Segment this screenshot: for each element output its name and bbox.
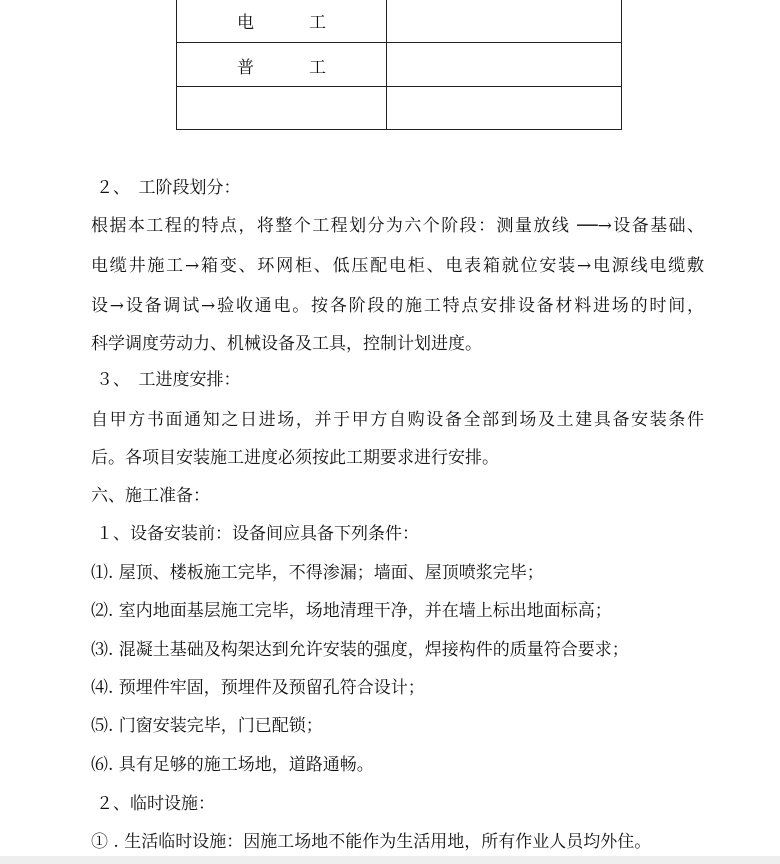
- cell-label-a: 普: [237, 58, 254, 78]
- table-cell-value: [387, 43, 622, 87]
- table-row: [177, 43, 622, 87]
- list-item: ⑵. 室内地面基层施工完毕，场地清理干净，并在墙上标出地面标高；: [91, 601, 612, 621]
- table-cell-value: [387, 87, 622, 130]
- list-item: ⑸. 门窗安装完毕，门已配锁；: [91, 716, 323, 736]
- subsection-heading-equipment: １、设备安装前：设备间应具备下列条件：: [96, 524, 419, 544]
- list-item: ① . 生活临时设施：因施工场地不能作为生活用地，所有作业人员均外住。: [91, 832, 652, 852]
- list-item: ⑴. 屋顶、楼板施工完毕，不得渗漏；墙面、屋顶喷浆完毕；: [91, 563, 544, 583]
- section-heading-stage-division: ２、 工阶段划分：: [96, 178, 241, 198]
- cell-label-b: 工: [309, 58, 326, 78]
- cell-label-a: 电: [237, 13, 254, 33]
- paragraph-line: 根据本工程的特点，将整个工程划分为六个阶段：测量放线 ──→设备基础、: [91, 216, 704, 236]
- section-heading-preparation: 六、施工准备：: [91, 486, 210, 506]
- list-item: ⑶. 混凝土基础及构架达到允许安装的强度，焊接构件的质量符合要求；: [91, 640, 629, 660]
- paragraph-line: 科学调度劳动力、机械设备及工具，控制计划进度。: [91, 334, 482, 354]
- table-row: [177, 87, 622, 130]
- table-cell-value: [387, 0, 622, 43]
- staff-table: [176, 0, 622, 130]
- list-item: ⑷. 预埋件牢固，预埋件及预留孔符合设计；: [91, 678, 425, 698]
- paragraph-line: 后。各项目安装施工进度必须按此工期要求进行安排。: [91, 448, 499, 468]
- table-cell-label: [177, 87, 387, 130]
- paragraph-line: 电缆井施工→箱变、环网柜、低压配电柜、电表箱就位安装→电源线电缆敷: [91, 256, 704, 276]
- table-row: [177, 0, 622, 43]
- page-bottom-edge: [0, 856, 780, 864]
- table-cell-label: [177, 0, 387, 43]
- paragraph-line: 自甲方书面通知之日进场，并于甲方自购设备全部到场及土建具备安装条件: [91, 410, 704, 430]
- paragraph-line: 设→设备调试→验收通电。按各阶段的施工特点安排设备材料进场的时间，: [91, 296, 704, 316]
- section-heading-schedule: ３、 工进度安排：: [96, 370, 241, 390]
- table-cell-label: [177, 43, 387, 87]
- list-item: ⑹. 具有足够的施工场地，道路通畅。: [91, 755, 374, 775]
- subsection-heading-temporary: ２、临时设施：: [96, 794, 215, 814]
- cell-label-b: 工: [309, 13, 326, 33]
